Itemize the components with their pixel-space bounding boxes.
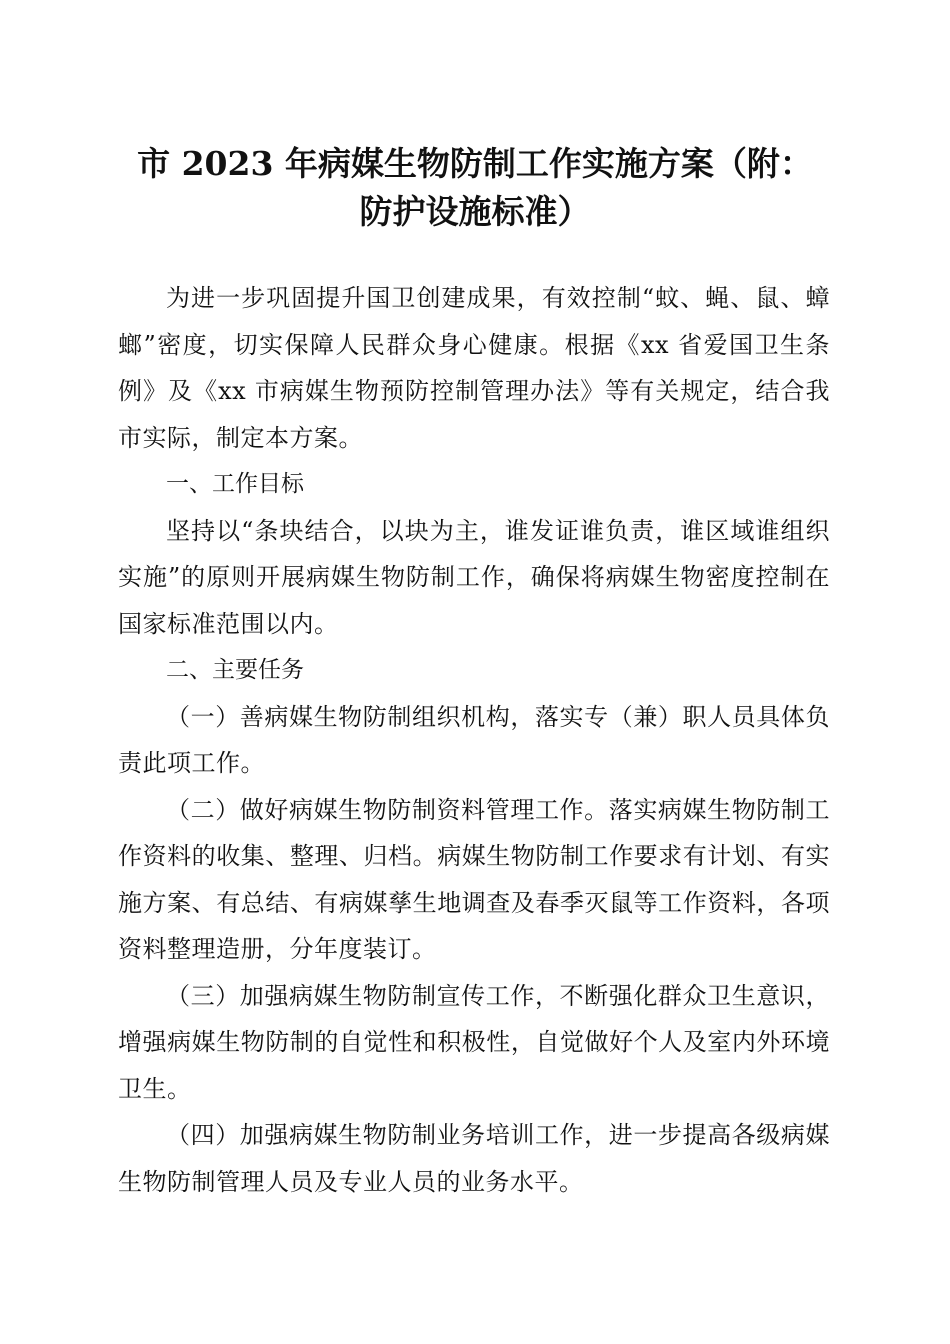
title-line-1: 市 2023 年病媒生物防制工作实施方案（附： — [137, 144, 813, 183]
document-body — [118, 275, 830, 1205]
task-item-1: （一）善病媒生物防制组织机构，落实专（兼）职人员具体负责此项工作。 — [118, 702, 830, 777]
task-item-2: （二）做好病媒生物防制资料管理工作。落实病媒生物防制工作资料的收集、整理、归档。病媒生物防制工作要求有计划、有实施方案、有总结、有病媒孳生地调查及春季灭鼠等工作资料，各项资料整理造册，分年度装订。 — [118, 795, 830, 963]
intro-paragraph: 为进一步巩固提升国卫创建成果，有效控制“蚊、蝇、鼠、蟑螂”密度，切实保障人民群众身心健康。根据《xx 省爱国卫生条例》及《xx 市病媒生物预防控制管理办法》等有关规定，结合我市实际，制定本方案。 — [118, 284, 830, 452]
goals-paragraph: 坚持以“条块结合，以块为主，谁发证谁负责，谁区域谁组织实施”的原则开展病媒生物防制工作，确保将病媒生物密度控制在国家标准范围以内。 — [118, 516, 830, 638]
task-item-3: （三）加强病媒生物防制宣传工作，不断强化群众卫生意识，增强病媒生物防制的自觉性和积极性，自觉做好个人及室内外环境卫生。 — [118, 981, 830, 1103]
task-item-4: （四）加强病媒生物防制业务培训工作，进一步提高各级病媒生物防制管理人员及专业人员的业务水平。 — [118, 1121, 830, 1196]
section-heading-goals: 一、工作目标 — [166, 471, 304, 497]
document-title — [100, 140, 850, 236]
section-heading-tasks: 二、主要任务 — [166, 657, 304, 683]
title-line-2: 防护设施标准） — [359, 192, 591, 231]
